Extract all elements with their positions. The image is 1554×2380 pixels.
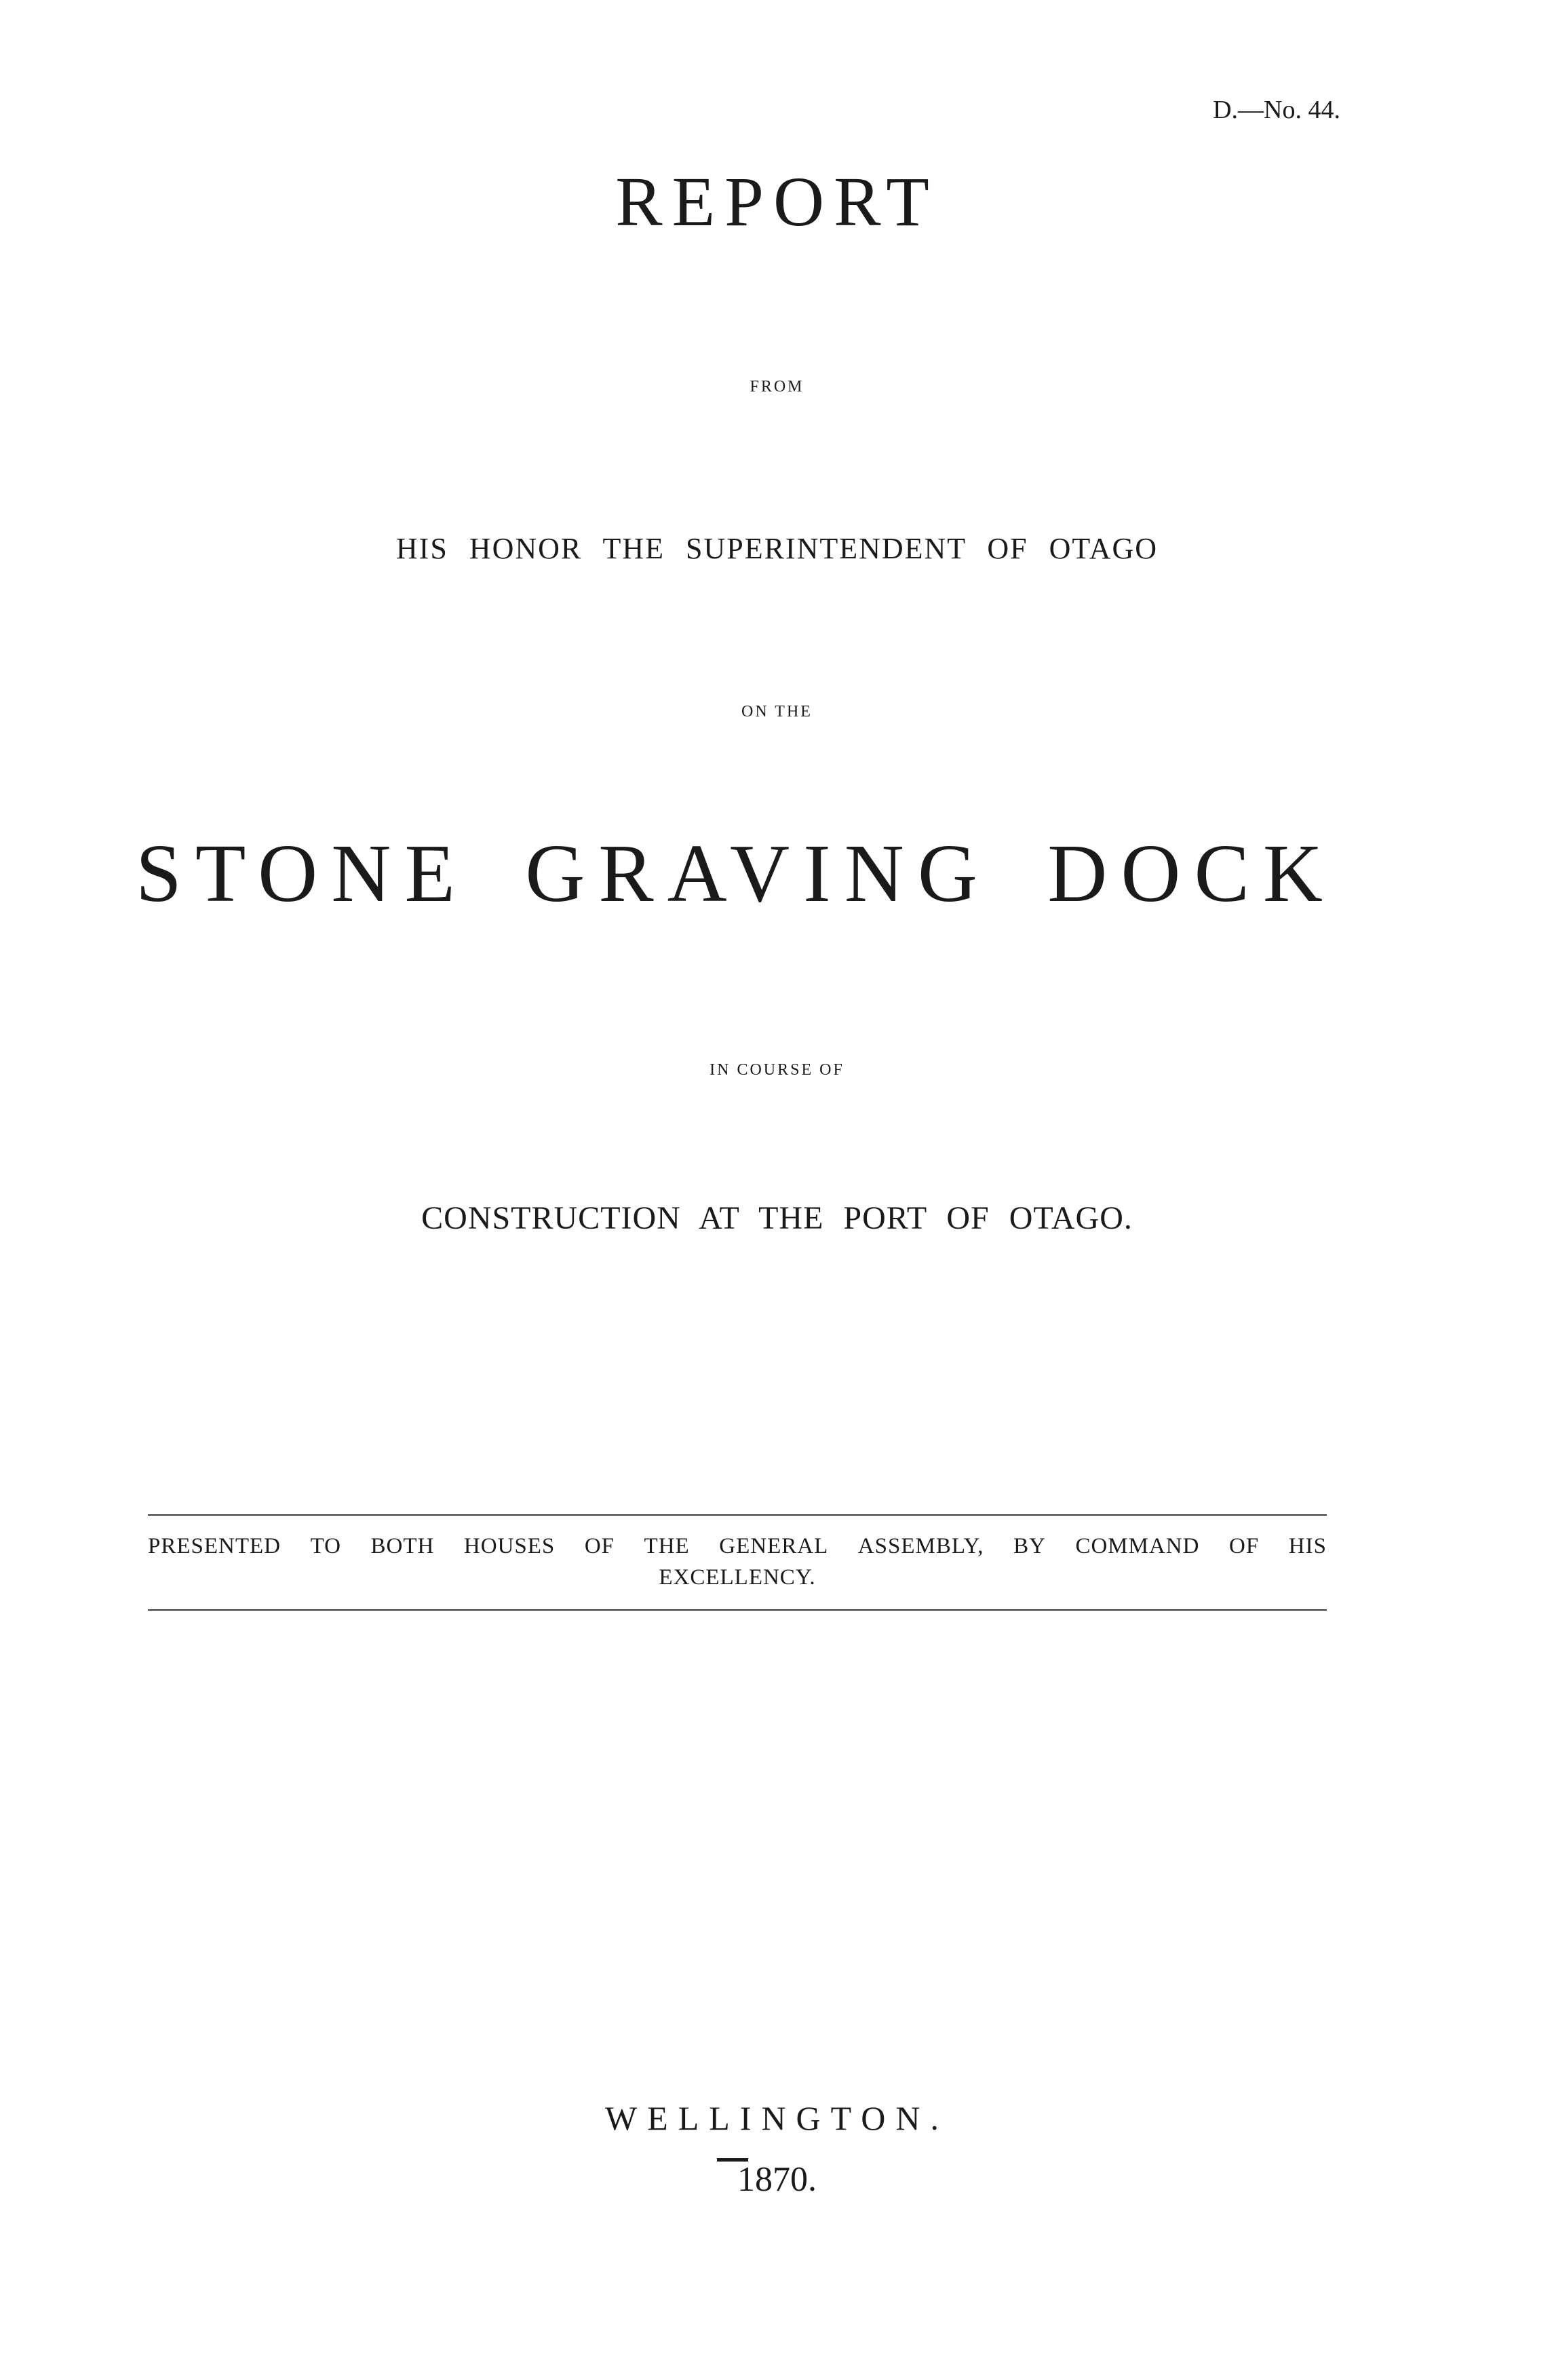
presented-word: ASSEMBLY, <box>857 1534 984 1558</box>
document-reference: D.—No. 44. <box>1213 96 1340 124</box>
presented-word: BY <box>1013 1534 1046 1558</box>
subject-word-dock: DOCK <box>1047 828 1336 919</box>
presented-word: BOTH <box>370 1534 435 1558</box>
presented-word: HIS <box>1288 1534 1327 1558</box>
subject-word-stone: STONE <box>136 828 469 919</box>
presented-word: THE <box>644 1534 690 1558</box>
in-course-label: IN COURSE OF <box>710 1061 844 1079</box>
presented-line-1 <box>148 1531 1327 1562</box>
publication-year: 1870. <box>737 2160 817 2199</box>
presented-word: TO <box>310 1534 341 1558</box>
presented-notice <box>148 1531 1327 1593</box>
place-of-publication: WELLINGTON. <box>604 2099 950 2137</box>
presented-word: COMMAND <box>1075 1534 1200 1558</box>
presented-word: HOUSES <box>463 1534 556 1558</box>
subject-title <box>136 826 1336 921</box>
presented-word: OF <box>584 1534 615 1558</box>
on-the-label: ON THE <box>741 703 813 721</box>
presented-line-2: EXCELLENCY. <box>659 1565 816 1590</box>
rule-top <box>148 1514 1327 1516</box>
subject-word-graving: GRAVING <box>525 828 991 919</box>
report-title: REPORT <box>615 163 939 241</box>
presented-word: GENERAL <box>719 1534 829 1558</box>
subject-continuation: CONSTRUCTION AT THE PORT OF OTAGO. <box>421 1200 1133 1236</box>
presented-word: OF <box>1229 1534 1260 1558</box>
presented-word: PRESENTED <box>148 1534 281 1558</box>
author-line: HIS HONOR THE SUPERINTENDENT OF OTAGO <box>395 532 1159 565</box>
rule-bottom <box>148 1609 1327 1611</box>
from-label: FROM <box>750 378 804 396</box>
